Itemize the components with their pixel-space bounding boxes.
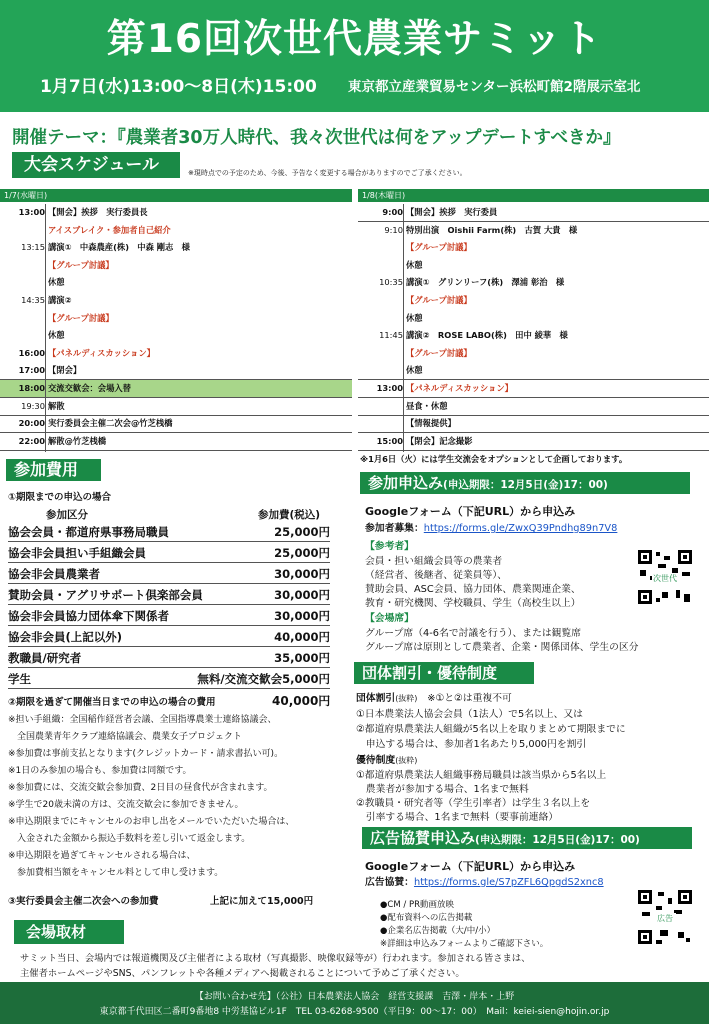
fee-price: 30,000円	[274, 609, 330, 623]
schedule-row	[0, 222, 352, 239]
schedule-time: 16:00	[18, 347, 45, 358]
fee-price: 無料/交流交歓会5,000円	[197, 672, 330, 686]
schedule-row	[0, 327, 352, 344]
fee-category: 教職員/研究者	[8, 651, 82, 665]
schedule-item: 休憩	[48, 277, 65, 288]
schedule-time: 13:15	[21, 242, 45, 253]
fee-note: ※申込期限を過ぎてキャンセルされる場合は、	[8, 851, 196, 861]
fee-sub3-price: 上記に加えて15,000円	[210, 896, 314, 907]
schedule-item: 【閉会】	[48, 365, 82, 376]
schedule-row	[0, 257, 352, 274]
schedule-row	[358, 292, 709, 309]
schedule-item: 休憩	[406, 259, 423, 270]
fee-price: 30,000円	[274, 567, 330, 581]
schedule-item: 解散@竹芝桟橋	[48, 435, 107, 446]
schedule-row	[358, 398, 709, 415]
event-venue: 東京都立産業貿易センター浜松町館2階展示室北	[348, 79, 641, 95]
fee-sub3: ③実行委員会主催二次会への参加費	[8, 896, 159, 907]
fee-row	[8, 564, 330, 584]
fee-row	[8, 585, 330, 605]
disc-l1: ①日本農業法人協会会員（1法人）で5名以上、又は	[356, 709, 583, 720]
fee-divider	[8, 604, 330, 605]
schedule-time: 10:35	[379, 277, 403, 288]
schedule-row	[358, 345, 709, 362]
fee-divider	[8, 646, 330, 647]
schedule-item: 【グループ討議】	[406, 295, 472, 305]
schedule-time: 9:00	[382, 207, 403, 217]
fee-table	[0, 522, 340, 692]
schedule-row	[0, 292, 352, 309]
fee-price: 40,000円	[274, 630, 330, 644]
fee-note: ※1日のみ参加の場合も、参加費は同額です。	[8, 766, 192, 776]
apply-l1: 会員・担い組織会員等の農業者	[365, 556, 503, 567]
fee-price: 25,000円	[274, 525, 330, 539]
apply-link-row: 参加者募集：https://forms.gle/ZwxQ39Pndhg89n7V8	[365, 523, 618, 534]
day1-schedule	[0, 204, 352, 452]
footer-address: 東京都千代田区二番町9番地8 中労基協ビル1F TEL 03-6268-9500（平日9：00～17：00） Mail：keiei-sien@hojin.or.jp	[99, 1007, 610, 1017]
schedule-item: 【パネルディスカッション】	[48, 347, 155, 358]
schedule-row	[358, 433, 709, 450]
schedule-time: 20:00	[18, 418, 45, 429]
ad-qr-code[interactable]	[636, 888, 694, 946]
schedule-row	[0, 380, 352, 397]
apply-l4: 教育・研究機関、学校職員、学生（高校生以上）	[365, 598, 581, 609]
schedule-time: 14:35	[21, 295, 45, 305]
apply-l3: 賛助会員、ASC会員、協力団体、農業関連企業、	[365, 584, 581, 595]
schedule-item: 講演② ROSE LABO(株) 田中 綾華 様	[406, 330, 568, 341]
day2-schedule	[358, 204, 709, 452]
header-banner	[0, 0, 709, 112]
day2-header: 1/8(木曜日)	[358, 189, 709, 202]
schedule-row	[358, 362, 709, 379]
apply-qr-label: 次世代	[653, 574, 677, 583]
fee-sub2-price: 40,000円	[272, 694, 331, 708]
fee-note: ※学生で20歳未満の方は、交流交歓会に参加できません。	[8, 800, 244, 810]
apply-l2: （経営者、後継者、従業員等）、	[365, 570, 508, 581]
disc-l4: ①都道府県農業法人組織事務局職員は該当県から5名以上	[356, 770, 607, 781]
fee-divider	[8, 667, 330, 668]
fee-note: 参加費相当額をキャンセル料として申し受けます。	[8, 868, 224, 878]
footer	[0, 982, 709, 1024]
theme-line: 開催テーマ：『農業者30万人時代、我々次世代は何をアップデートすべきか』	[12, 128, 621, 148]
schedule-title: 大会スケジュール	[12, 152, 180, 178]
apply-qr-code[interactable]	[636, 548, 694, 606]
schedule-item: 昼食・休憩	[406, 400, 448, 411]
disc-l5: 農業者が参加する場合、1名まで無料	[356, 784, 529, 795]
time-column-divider	[403, 204, 404, 452]
apply-section-title: 参加申込み(申込期限：12月5日(金)17：00)	[360, 472, 690, 494]
disc-l6: ②教職員・研究者等（学生引率者）は学生３名以上を	[356, 798, 591, 809]
schedule-row	[358, 257, 709, 274]
disc-l2: ②都道府県農業法人組織が5名以上を取りまとめて期限までに	[356, 724, 626, 735]
ad-section-title: 広告協賛申込み(申込期限：12月5日(金)17：00)	[362, 827, 692, 849]
schedule-row	[0, 362, 352, 379]
fee-divider	[8, 583, 330, 584]
fee-category: 協会非会員(上記以外)	[8, 630, 123, 644]
schedule-item: 講演① 中森農産(株) 中森 剛志 様	[48, 242, 190, 253]
fee-category: 協会非会員協力団体傘下関係者	[8, 609, 169, 623]
press-l1: サミット当日、会場内では報道機関及び主催者による取材（写真撮影、映像収録等が）行われます。参加される皆さまは、	[20, 953, 531, 964]
fee-category: 賛助会員・アグリサポート倶楽部会員	[8, 588, 203, 602]
schedule-row	[0, 433, 352, 450]
disc-h2-row: 優待制度(抜粋)	[356, 755, 418, 766]
fee-category: 協会非会員担い手組織会員	[8, 546, 146, 560]
ad-i3: ●企業名広告掲載（大/中/小）	[380, 926, 496, 936]
schedule-item: 解散	[48, 400, 65, 411]
schedule-time: 19:30	[21, 400, 45, 411]
schedule-item: 【グループ討議】	[406, 242, 472, 253]
schedule-item: 休憩	[48, 330, 65, 341]
fee-note: ※申込期限までにキャンセルのお申し出をメールでいただいた場合は、	[8, 817, 295, 827]
schedule-item: 【開会】挨拶 実行委員長	[48, 207, 148, 217]
press-l2: 主催者ホームページやSNS、パンフレットや各種メディアへ掲載されることについて予めご了承ください。	[20, 968, 465, 979]
fee-divider	[8, 541, 330, 542]
schedule-item: 【閉会】記念撮影	[406, 435, 473, 446]
apply-form: Googleフォーム（下記URL）から申込み	[365, 505, 576, 518]
fee-divider	[8, 562, 330, 563]
schedule-item: 特別出演 Oishii Farm(株) 古賀 大貴 様	[406, 224, 578, 235]
fee-divider	[8, 688, 330, 689]
event-date: 1月7日(水)13:00～8日(木)15:00	[40, 77, 317, 97]
fee-note: ※参加費は事前支払となります(クレジットカード・請求書払い可)。	[8, 749, 284, 759]
schedule-row	[358, 274, 709, 291]
schedule-row	[0, 204, 352, 221]
ad-url-link[interactable]: https://forms.gle/S7pZFL6QpgdS2xnc8	[413, 877, 604, 888]
schedule-time: 13:00	[376, 383, 403, 393]
schedule-row	[358, 380, 709, 397]
ad-qr-label: 広告	[657, 914, 673, 923]
fee-col2: 参加費(税込)	[258, 509, 321, 521]
apply-h1: 【参考者】	[365, 541, 414, 552]
fee-row	[8, 606, 330, 626]
fee-row	[8, 648, 330, 668]
schedule-time: 17:00	[18, 365, 45, 376]
schedule-time: 15:00	[376, 435, 403, 446]
fee-sub2: ②期限を過ぎて開催当日までの申込の場合の費用	[8, 697, 216, 708]
ad-i4: ※詳細は申込みフォームよりご確認下さい。	[380, 939, 549, 949]
schedule-row	[0, 274, 352, 291]
schedule-row	[358, 222, 709, 239]
fee-row	[8, 627, 330, 647]
fee-category: 協会非会員農業者	[8, 567, 100, 581]
fee-note: ※参加費には、交流交歓会参加費、2日目の昼食代が含まれます。	[8, 783, 273, 793]
schedule-item: 【情報提供】	[406, 418, 456, 429]
fee-divider	[8, 625, 330, 626]
fee-row	[8, 669, 330, 689]
schedule-time: 9:10	[384, 224, 403, 235]
ad-form: Googleフォーム（下記URL）から申込み	[365, 860, 576, 873]
time-column-divider	[45, 204, 46, 452]
apply-h2: 【会場席】	[365, 613, 414, 624]
apply-url-link[interactable]: https://forms.gle/ZwxQ39Pndhg89n7V8	[423, 523, 618, 534]
fee-price: 30,000円	[274, 588, 330, 602]
schedule-item: 講演②	[48, 295, 72, 305]
schedule-row	[0, 310, 352, 327]
schedule-note: ※現時点での予定のため、今後、予告なく変更する場合がありますのでご了承ください。	[188, 169, 467, 177]
schedule-item: アイスブレイク・参加者自己紹介	[48, 224, 171, 235]
schedule-item: 実行委員会主催二次会@竹芝桟橋	[48, 418, 173, 429]
schedule-time: 13:00	[18, 207, 45, 217]
schedule-item: 講演① グリンリーフ(株) 澤浦 彰治 様	[406, 277, 565, 288]
schedule-item: 【グループ討議】	[48, 259, 114, 270]
day1-header: 1/7(水曜日)	[0, 189, 352, 202]
schedule-item: 休憩	[406, 312, 423, 323]
press-title: 会場取材	[14, 920, 124, 944]
discount-title: 団体割引・優待制度	[354, 662, 534, 684]
schedule-row	[0, 239, 352, 256]
fee-row	[8, 543, 330, 563]
disc-l7: 引率する場合、1名まで無料（要事前連絡）	[356, 812, 559, 823]
schedule-row	[0, 415, 352, 432]
schedule-row	[358, 310, 709, 327]
schedule-time: 22:00	[18, 435, 45, 446]
fee-category: 協会会員・都道府県事務局職員	[8, 525, 169, 539]
schedule-item: 休憩	[406, 365, 423, 376]
disc-l3: 申込する場合は、参加者1名あたり5,000円を割引	[356, 739, 587, 750]
fee-row	[8, 522, 330, 542]
row-divider	[358, 450, 709, 451]
fee-category: 学生	[8, 672, 31, 686]
ad-i1: ●CM / PR動画放映	[380, 900, 454, 910]
fee-col1: 参加区分	[46, 509, 88, 521]
schedule-row	[0, 398, 352, 415]
fee-note: 全国農業青年クラブ連絡協議会、農業女子プロジェクト	[8, 732, 242, 742]
schedule-row	[358, 204, 709, 221]
fee-title: 参加費用	[6, 459, 101, 481]
schedule-item: 【グループ討議】	[406, 347, 472, 358]
row-divider	[0, 450, 352, 451]
apply-l6: グループ席は原則として農業者、企業・関係団体、学生の区分	[365, 642, 639, 653]
day2-note: ※1月6日（火）には学生交流会をオプションとして企画しております。	[360, 454, 628, 464]
schedule-row	[358, 415, 709, 432]
schedule-row	[0, 345, 352, 362]
schedule-row	[358, 327, 709, 344]
schedule-time: 18:00	[18, 383, 45, 393]
schedule-time: 11:45	[379, 330, 403, 341]
schedule-item: 【グループ討議】	[48, 312, 114, 323]
fee-note: 入金された金額から振込手数料を差し引いて返金します。	[8, 834, 251, 844]
ad-link-row: 広告協賛：https://forms.gle/S7pZFL6QpgdS2xnc8	[365, 877, 604, 888]
apply-l5: グループ席（4-6名で討議を行う）、または観覧席	[365, 628, 582, 639]
fee-price: 25,000円	[274, 546, 330, 560]
fee-price: 35,000円	[274, 651, 330, 665]
fee-note: ※担い手組織：全国稲作経営者会議、全国指導農業士連絡協議会、	[8, 715, 277, 725]
schedule-row	[358, 239, 709, 256]
schedule-item: 交流交歓会：会場入替	[48, 383, 131, 393]
disc-h1-row: 団体割引(抜粋) ※①と②は重複不可	[356, 693, 512, 704]
footer-contact: 【お問い合わせ先】（公社）日本農業法人協会 経営支援課 吉澤・岸本・上野	[194, 992, 515, 1002]
fee-notes	[0, 712, 345, 882]
schedule-item: 【パネルディスカッション】	[406, 383, 513, 393]
page-title: 第16回次世代農業サミット	[106, 17, 603, 62]
fee-sub1: ①期限までの申込の場合	[8, 492, 112, 503]
schedule-item: 【開会】挨拶 実行委員	[406, 207, 498, 217]
ad-i2: ●配布資料への広告掲載	[380, 913, 473, 923]
